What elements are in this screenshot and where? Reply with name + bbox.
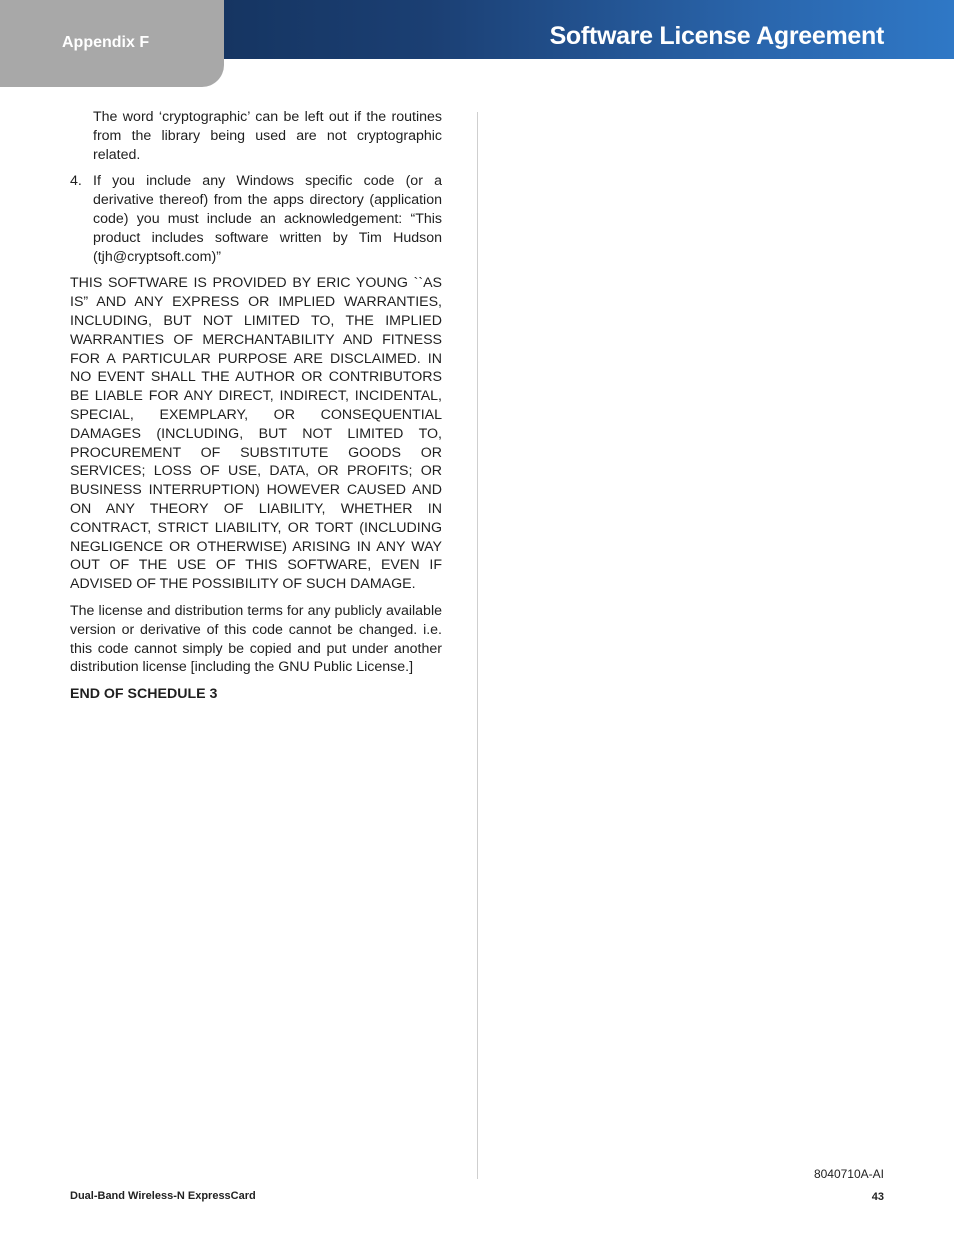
list-item-text: If you include any Windows specific code (or a derivative thereof) from the apps directory (application code) you must include an acknowledgement: “This product includes software written by Tim Hudson (tjh@cryptsoft.com)” [93, 173, 442, 265]
footer-product-name: Dual-Band Wireless-N ExpressCard [70, 1190, 256, 1202]
list-item [70, 172, 442, 266]
list-item-number: 4. [70, 173, 82, 190]
left-column [70, 108, 442, 712]
end-of-schedule-heading: END OF SCHEDULE 3 [70, 686, 218, 703]
intro-paragraph: The word ‘cryptographic’ can be left out if the routines from the library being used are not cryptographic related. [93, 109, 442, 163]
appendix-label: Appendix F [62, 34, 150, 51]
document-code: 8040710A-AI [813, 1167, 884, 1181]
license-terms-paragraph: The license and distribution terms for any publicly available version or derivative of this code cannot be changed. i.e. this code cannot simply be copied and put under another distribution license [including the GNU Public License.] [70, 602, 442, 676]
page-number: 43 [871, 1191, 884, 1203]
column-divider [477, 112, 478, 1179]
warranty-disclaimer: THIS SOFTWARE IS PROVIDED BY ERIC YOUNG ``AS IS” AND ANY EXPRESS OR IMPLIED WARRANTIES, INCLUDING, BUT NOT LIMITED TO, THE IMPLIED WARRANTIES OF MERCHANTABILITY AND FITNESS FOR A PARTICULAR PURPOSE ARE DISCLAIMED. IN NO EVENT SHALL THE AUTHOR OR CONTRIBUTORS BE LIABLE FOR ANY DIRECT, INDIRECT, INCIDENTAL, SPECIAL, EXEMPLARY, OR CONSEQUENTIAL DAMAGES (INCLUDING, BUT NOT LIMITED TO, PROCUREMENT OF SUBSTITUTE GOODS OR SERVICES; LOSS OF USE, DATA, OR PROFITS; OR BUSINESS INTERRUPTION) HOWEVER CAUSED AND ON ANY THEORY OF LIABILITY, WHETHER IN CONTRACT, STRICT LIABILITY, OR TORT (INCLUDING NEGLIGENCE OR OTHERWISE) ARISING IN ANY WAY OUT OF THE USE OF THIS SOFTWARE, EVEN IF ADVISED OF THE POSSIBILITY OF SUCH DAMAGE. [70, 275, 442, 593]
page-title: Software License Agreement [549, 22, 884, 50]
